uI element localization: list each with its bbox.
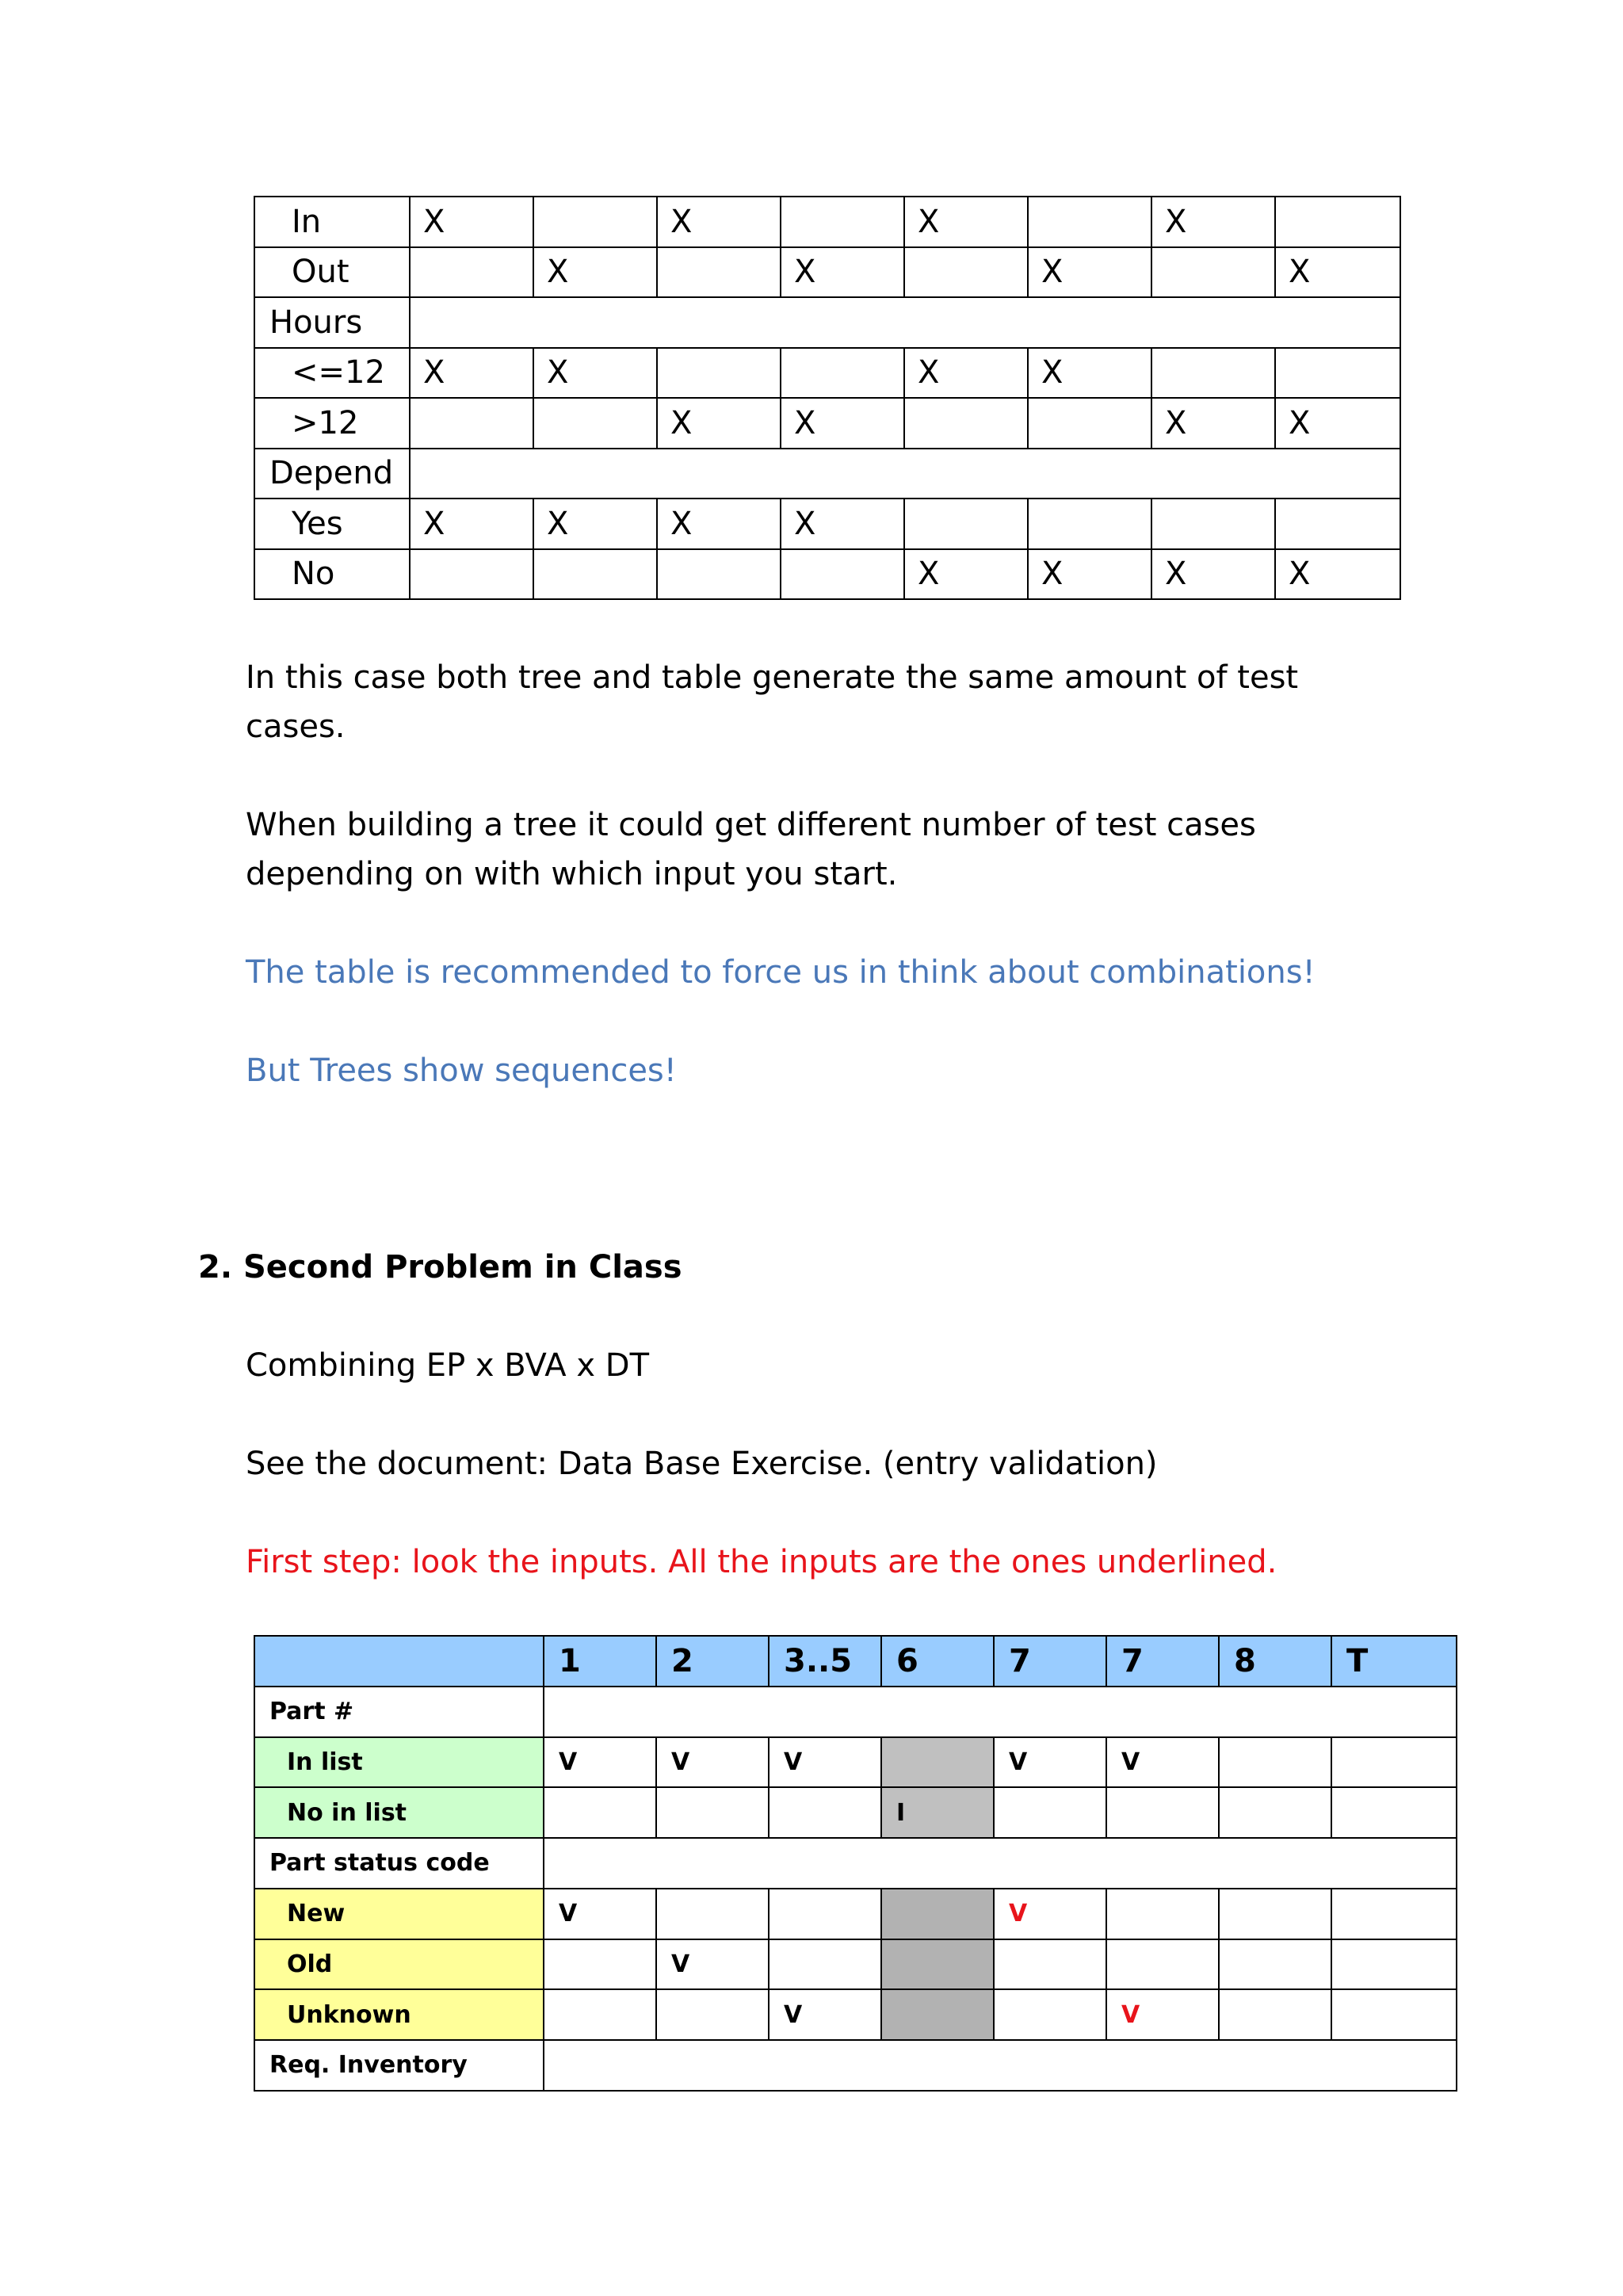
table-cell: V [994,1737,1106,1788]
table-row [254,398,1400,449]
table-cell [1028,197,1151,247]
table-cell [533,197,657,247]
table-cell [769,1787,881,1838]
table-cell: X [781,247,904,298]
paragraph-first-step: First step: look the inputs. All the inputs are the ones underlined. [246,1544,1277,1580]
table-cell [1151,348,1275,399]
table-cell-empty [544,1838,1457,1889]
row-label: No [254,549,410,600]
decision-table-parts [254,1635,1457,2092]
table-cell [544,1989,656,2040]
table-cell: X [657,499,781,549]
row-label: New [254,1889,544,1939]
table-cell: V [769,1737,881,1788]
table-cell: X [904,197,1028,247]
table-cell [410,549,533,600]
table-row [254,2040,1457,2091]
table-cell [657,348,781,399]
table-cell [533,549,657,600]
table-cell [769,1889,881,1939]
table-row [254,247,1400,298]
table-cell [1028,398,1151,449]
table-cell [781,348,904,399]
table-cell [656,1787,769,1838]
table-cell: V [994,1889,1106,1939]
table-cell [904,499,1028,549]
row-label: In list [254,1737,544,1788]
row-label: Out [254,247,410,298]
table-cell: X [1275,247,1400,298]
table-cell: X [781,499,904,549]
table-cell [881,1889,994,1939]
table-cell [1275,197,1400,247]
table-cell [1331,1989,1457,2040]
table-cell [1106,1787,1219,1838]
paragraph-trees-sequences: But Trees show sequences! [246,1052,677,1089]
header-cell: 6 [881,1636,994,1687]
table-row [254,197,1400,247]
table-cell [1219,1989,1331,2040]
table-cell: X [657,398,781,449]
group-label: Hours [254,297,410,348]
table-cell [410,247,533,298]
table-cell [657,549,781,600]
table-cell: X [904,348,1028,399]
table-row [254,1687,1457,1737]
group-label: Part # [254,1687,544,1737]
header-cell-empty [254,1636,544,1687]
table-cell: X [410,348,533,399]
group-label: Depend [254,449,410,499]
table-cell [1275,499,1400,549]
table-cell [410,398,533,449]
table-cell [1219,1737,1331,1788]
table-cell [1106,1939,1219,1990]
table-cell: X [1028,348,1151,399]
table-cell: V [1106,1989,1219,2040]
table-cell: V [544,1889,656,1939]
table-cell [881,1939,994,1990]
table-cell: X [1028,247,1151,298]
table-header-row [254,1636,1457,1687]
table-cell-empty [544,2040,1457,2091]
table-row [254,297,1400,348]
table-cell: X [410,499,533,549]
row-label: No in list [254,1787,544,1838]
table-cell [1219,1787,1331,1838]
table-cell-empty [544,1687,1457,1737]
table-cell: X [1275,398,1400,449]
header-cell: 7 [1106,1636,1219,1687]
table-cell [1106,1889,1219,1939]
table-cell [656,1989,769,2040]
table-cell [1331,1889,1457,1939]
table-cell: X [781,398,904,449]
row-label: Yes [254,499,410,549]
table-cell [1151,247,1275,298]
row-label: Unknown [254,1989,544,2040]
table-cell [769,1939,881,1990]
table-cell-empty [410,449,1400,499]
table-cell: X [533,499,657,549]
table-cell: X [1151,549,1275,600]
row-label: >12 [254,398,410,449]
table-cell [1219,1889,1331,1939]
table-cell: I [881,1787,994,1838]
table-cell: X [533,348,657,399]
table-row [254,1737,1457,1788]
row-label: Old [254,1939,544,1990]
header-cell: 8 [1219,1636,1331,1687]
table-cell [1331,1939,1457,1990]
table-cell [781,197,904,247]
table-cell: V [544,1737,656,1788]
table-cell [533,398,657,449]
table-cell: V [656,1939,769,1990]
table-cell: X [533,247,657,298]
table-cell [656,1889,769,1939]
header-cell: 2 [656,1636,769,1687]
paragraph-combining: Combining EP x BVA x DT [246,1347,650,1384]
header-cell: 3..5 [769,1636,881,1687]
section-heading: 2. Second Problem in Class [198,1249,682,1286]
table-cell [881,1737,994,1788]
table-row [254,1939,1457,1990]
header-cell: T [1331,1636,1457,1687]
table-cell-empty [410,297,1400,348]
table-row [254,348,1400,399]
group-label: Part status code [254,1838,544,1889]
table-cell: X [1028,549,1151,600]
table-cell [1331,1737,1457,1788]
paragraph-same-amount: In this case both tree and table generate the same amount of test cases. [246,659,1299,745]
header-cell: 7 [994,1636,1106,1687]
decision-table-hours [254,196,1401,600]
table-cell [1331,1787,1457,1838]
row-label: In [254,197,410,247]
table-cell [1275,348,1400,399]
table-row [254,499,1400,549]
table-cell: X [410,197,533,247]
paragraph-tree-start: When building a tree it could get different number of test cases depending on with which input you start. [246,807,1256,892]
table-cell [1028,499,1151,549]
table-cell: X [1275,549,1400,600]
group-label: Req. Inventory [254,2040,544,2091]
table-cell: X [1151,398,1275,449]
paragraph-see-document: See the document: Data Base Exercise. (entry validation) [246,1446,1158,1482]
table-cell [544,1787,656,1838]
row-label: <=12 [254,348,410,399]
table-cell: V [656,1737,769,1788]
table-cell: X [904,549,1028,600]
table-cell [994,1787,1106,1838]
paragraph-table-recommended: The table is recommended to force us in think about combinations! [246,954,1316,991]
table-cell [1151,499,1275,549]
table-cell [881,1989,994,2040]
table-cell [781,549,904,600]
table-cell: V [1106,1737,1219,1788]
table-row [254,449,1400,499]
table-cell [904,247,1028,298]
table-row [254,1989,1457,2040]
table-row [254,1889,1457,1939]
table-row [254,1787,1457,1838]
table-row [254,1838,1457,1889]
table-cell: X [657,197,781,247]
table-cell: V [769,1989,881,2040]
table-cell [1219,1939,1331,1990]
table-cell [904,398,1028,449]
header-cell: 1 [544,1636,656,1687]
table-cell [994,1939,1106,1990]
table-row [254,549,1400,600]
table-cell [544,1939,656,1990]
table-cell [994,1989,1106,2040]
table-cell: X [1151,197,1275,247]
table-cell [657,247,781,298]
